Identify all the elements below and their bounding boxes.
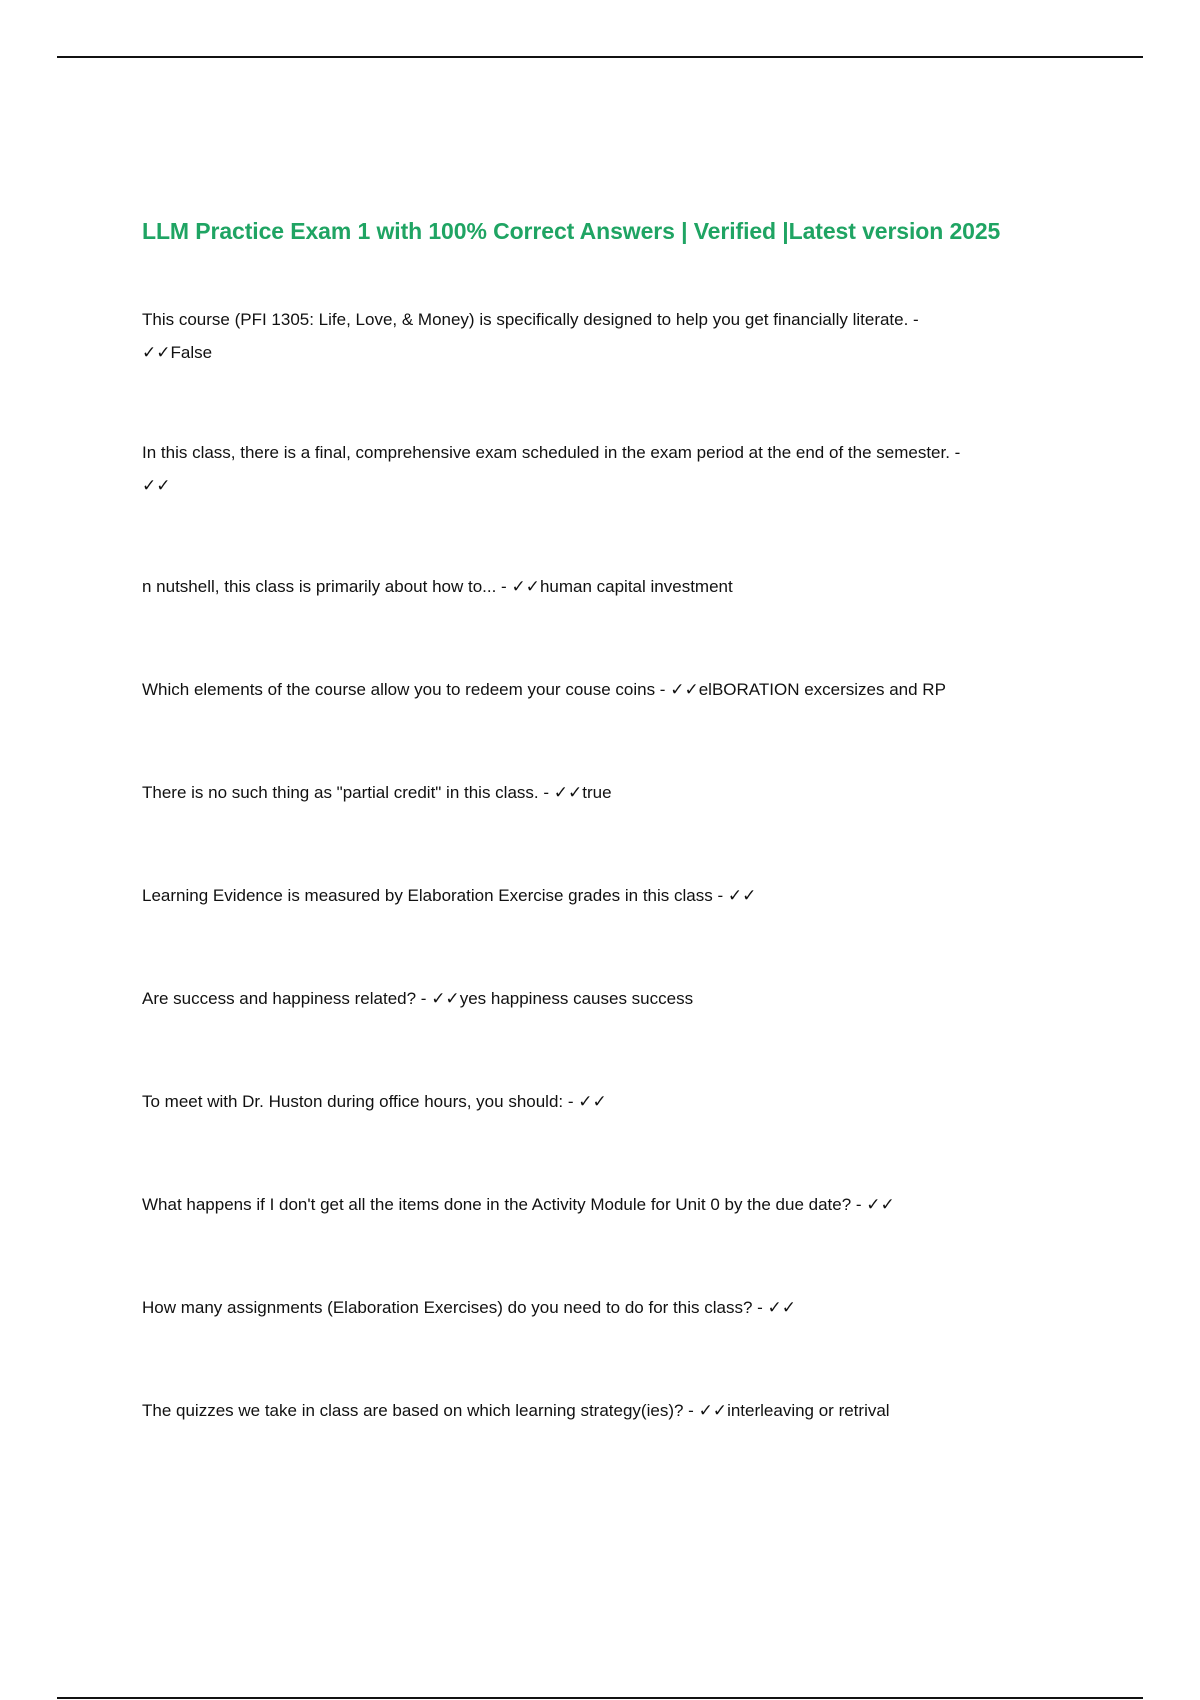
question-text: There is no such thing as "partial credit" in this class. - — [142, 783, 550, 802]
check-icon: ✓✓ — [670, 680, 699, 700]
answer-text: False — [170, 343, 213, 362]
qa-item-9 — [142, 1188, 1062, 1222]
qa-item-5 — [142, 776, 1062, 810]
question-text: What happens if I don't get all the items done in the Activity Module for Unit 0 by the due date? - — [142, 1195, 862, 1214]
answer-text: elBORATION excersizes and RP — [698, 680, 946, 699]
question-text: To meet with Dr. Huston during office hours, you should: - — [142, 1092, 574, 1111]
question-text: Which elements of the course allow you to redeem your couse coins - — [142, 680, 666, 699]
qa-item-6 — [142, 879, 1062, 913]
qa-item-11 — [142, 1394, 1062, 1428]
check-icon: ✓✓ — [142, 476, 171, 496]
bottom-rule — [57, 1697, 1143, 1699]
question-text: How many assignments (Elaboration Exercises) do you need to do for this class? - — [142, 1298, 763, 1317]
answer-text: interleaving or retrival — [727, 1401, 890, 1420]
qa-item-4 — [142, 673, 1062, 707]
top-rule — [57, 56, 1143, 58]
qa-item-8 — [142, 1085, 1062, 1119]
check-icon: ✓✓ — [578, 1092, 607, 1112]
question-text: In this class, there is a final, comprehensive exam scheduled in the exam period at the end of the semester. - — [142, 443, 961, 462]
question-text: Learning Evidence is measured by Elaboration Exercise grades in this class - — [142, 886, 724, 905]
question-text: n nutshell, this class is primarily about how to... - — [142, 577, 507, 596]
answer-text: true — [582, 783, 612, 802]
document-title: LLM Practice Exam 1 with 100% Correct Answers | Verified |Latest version 2025 — [142, 218, 1001, 244]
qa-item-1 — [142, 303, 1062, 370]
answer-text: yes happiness causes success — [459, 989, 694, 1008]
check-icon: ✓✓ — [142, 343, 171, 363]
qa-item-7 — [142, 982, 1062, 1016]
check-icon: ✓✓ — [727, 886, 757, 906]
check-icon: ✓✓ — [767, 1298, 797, 1318]
qa-item-3 — [142, 570, 1062, 604]
question-text: Are success and happiness related? - — [142, 989, 427, 1008]
check-icon: ✓✓ — [431, 989, 460, 1009]
check-icon: ✓✓ — [511, 577, 540, 597]
check-icon: ✓✓ — [553, 783, 583, 803]
qa-item-2 — [142, 436, 1062, 503]
answer-text: human capital investment — [539, 577, 733, 596]
question-text: This course (PFI 1305: Life, Love, & Money) is specifically designed to help you get financially literate. - — [142, 310, 919, 329]
qa-item-10 — [142, 1291, 1062, 1325]
check-icon: ✓✓ — [866, 1195, 895, 1215]
check-icon: ✓✓ — [698, 1401, 728, 1421]
question-text: The quizzes we take in class are based on which learning strategy(ies)? - — [142, 1401, 694, 1420]
